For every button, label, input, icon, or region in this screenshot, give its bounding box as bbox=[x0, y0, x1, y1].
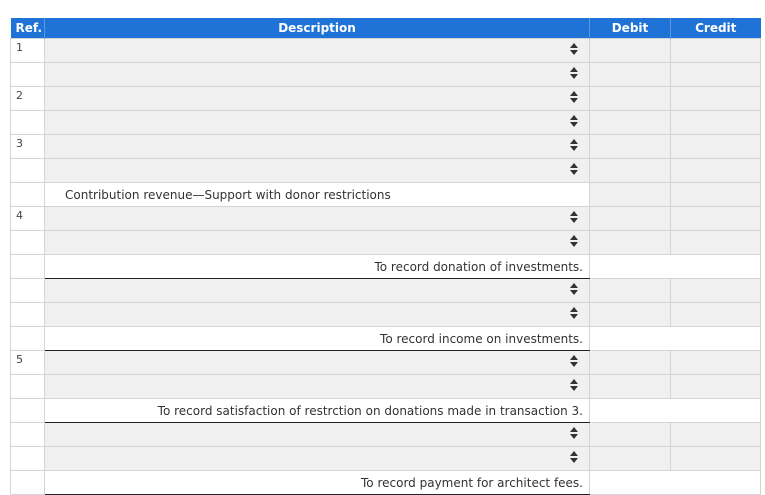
sort-updown-icon[interactable] bbox=[570, 379, 579, 392]
account-label: Contribution revenue—Support with donor restrictions bbox=[45, 183, 590, 207]
table-row bbox=[11, 183, 761, 207]
table-row bbox=[11, 327, 761, 351]
table-row bbox=[11, 159, 761, 183]
ref-cell bbox=[11, 63, 45, 87]
account-select[interactable] bbox=[45, 447, 590, 471]
sort-updown-icon[interactable] bbox=[570, 139, 579, 152]
account-select[interactable] bbox=[45, 159, 590, 183]
sort-updown-icon[interactable] bbox=[570, 43, 579, 56]
table-row bbox=[11, 87, 761, 111]
sort-updown-icon[interactable] bbox=[570, 307, 579, 320]
debit-input[interactable] bbox=[590, 279, 671, 303]
ref-cell: 4 bbox=[11, 207, 45, 231]
debit-input[interactable] bbox=[590, 447, 671, 471]
debit-input[interactable] bbox=[590, 63, 671, 87]
account-select[interactable] bbox=[45, 303, 590, 327]
table-row bbox=[11, 471, 761, 495]
credit-input[interactable] bbox=[671, 135, 761, 159]
credit-input[interactable] bbox=[671, 423, 761, 447]
credit-input[interactable] bbox=[671, 87, 761, 111]
debit-input[interactable] bbox=[590, 231, 671, 255]
ref-cell: 2 bbox=[11, 87, 45, 111]
ref-cell bbox=[11, 231, 45, 255]
table-row bbox=[11, 423, 761, 447]
debit-input[interactable] bbox=[590, 39, 671, 63]
header-description: Description bbox=[45, 18, 590, 39]
memo-text: To record satisfaction of restrction on donations made in transaction 3. bbox=[45, 399, 590, 423]
account-select[interactable] bbox=[45, 375, 590, 399]
ref-cell bbox=[11, 111, 45, 135]
account-select[interactable] bbox=[45, 231, 590, 255]
ref-cell bbox=[11, 447, 45, 471]
memo-text: To record payment for architect fees. bbox=[45, 471, 590, 495]
ref-cell bbox=[11, 279, 45, 303]
memo-blank bbox=[590, 255, 761, 279]
table-row bbox=[11, 111, 761, 135]
memo-blank bbox=[590, 399, 761, 423]
table-row bbox=[11, 39, 761, 63]
account-select[interactable] bbox=[45, 135, 590, 159]
table-row bbox=[11, 255, 761, 279]
ref-cell: 3 bbox=[11, 135, 45, 159]
sort-updown-icon[interactable] bbox=[570, 427, 579, 440]
sort-updown-icon[interactable] bbox=[570, 115, 579, 128]
ref-cell bbox=[11, 423, 45, 447]
credit-input[interactable] bbox=[671, 303, 761, 327]
sort-updown-icon[interactable] bbox=[570, 211, 579, 224]
debit-input[interactable] bbox=[590, 135, 671, 159]
account-select[interactable] bbox=[45, 279, 590, 303]
debit-input[interactable] bbox=[590, 111, 671, 135]
sort-updown-icon[interactable] bbox=[570, 235, 579, 248]
account-select[interactable] bbox=[45, 87, 590, 111]
ref-cell: 1 bbox=[11, 39, 45, 63]
debit-input[interactable] bbox=[590, 423, 671, 447]
table-row bbox=[11, 63, 761, 87]
table-row bbox=[11, 399, 761, 423]
ref-cell bbox=[11, 303, 45, 327]
account-select[interactable] bbox=[45, 63, 590, 87]
table-row bbox=[11, 351, 761, 375]
debit-input[interactable] bbox=[590, 375, 671, 399]
account-select[interactable] bbox=[45, 39, 590, 63]
header-debit: Debit bbox=[590, 18, 671, 39]
header-ref: Ref. bbox=[11, 18, 45, 39]
account-select[interactable] bbox=[45, 423, 590, 447]
debit-input[interactable] bbox=[590, 207, 671, 231]
credit-input[interactable] bbox=[671, 351, 761, 375]
ref-cell bbox=[11, 255, 45, 279]
sort-updown-icon[interactable] bbox=[570, 91, 579, 104]
table-row bbox=[11, 207, 761, 231]
credit-input[interactable] bbox=[671, 279, 761, 303]
debit-input[interactable] bbox=[590, 351, 671, 375]
account-select[interactable] bbox=[45, 351, 590, 375]
memo-text: To record income on investments. bbox=[45, 327, 590, 351]
ref-cell: 5 bbox=[11, 351, 45, 375]
table-row bbox=[11, 279, 761, 303]
account-select[interactable] bbox=[45, 207, 590, 231]
ref-cell bbox=[11, 375, 45, 399]
credit-input[interactable] bbox=[671, 207, 761, 231]
memo-blank bbox=[590, 327, 761, 351]
credit-input[interactable] bbox=[671, 111, 761, 135]
ref-cell bbox=[11, 471, 45, 495]
credit-input[interactable] bbox=[671, 447, 761, 471]
ref-cell bbox=[11, 327, 45, 351]
sort-updown-icon[interactable] bbox=[570, 355, 579, 368]
credit-input[interactable] bbox=[671, 183, 761, 207]
credit-input[interactable] bbox=[671, 39, 761, 63]
table-row bbox=[11, 375, 761, 399]
credit-input[interactable] bbox=[671, 63, 761, 87]
table-row bbox=[11, 135, 761, 159]
sort-updown-icon[interactable] bbox=[570, 451, 579, 464]
table-row bbox=[11, 303, 761, 327]
memo-text: To record donation of investments. bbox=[45, 255, 590, 279]
debit-input[interactable] bbox=[590, 303, 671, 327]
ref-cell bbox=[11, 183, 45, 207]
sort-updown-icon[interactable] bbox=[570, 67, 579, 80]
account-select[interactable] bbox=[45, 111, 590, 135]
ref-cell bbox=[11, 399, 45, 423]
table-row bbox=[11, 231, 761, 255]
debit-input[interactable] bbox=[590, 183, 671, 207]
ref-cell bbox=[11, 159, 45, 183]
credit-input[interactable] bbox=[671, 231, 761, 255]
table-row bbox=[11, 447, 761, 471]
debit-input[interactable] bbox=[590, 87, 671, 111]
header-row bbox=[11, 18, 761, 39]
credit-input[interactable] bbox=[671, 159, 761, 183]
sort-updown-icon[interactable] bbox=[570, 163, 579, 176]
journal-table bbox=[10, 18, 761, 495]
debit-input[interactable] bbox=[590, 159, 671, 183]
sort-updown-icon[interactable] bbox=[570, 283, 579, 296]
credit-input[interactable] bbox=[671, 375, 761, 399]
header-credit: Credit bbox=[671, 18, 761, 39]
memo-blank bbox=[590, 471, 761, 495]
